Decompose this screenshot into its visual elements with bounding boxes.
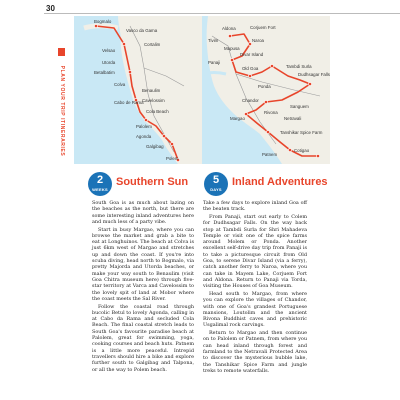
route-title: Inland Adventures: [232, 176, 328, 188]
duration-number: 2: [96, 174, 104, 186]
map-label: Netravali: [284, 116, 302, 121]
section-tab: [58, 48, 65, 56]
map-label: Tambdi Surla: [286, 64, 312, 69]
map-label: Mapusa: [224, 46, 240, 51]
stop-dot: [94, 24, 97, 27]
stop-dot: [228, 34, 231, 37]
map-label: Patnem: [262, 152, 278, 157]
map-label: Utorda: [102, 60, 116, 65]
page-number: 30: [46, 4, 55, 13]
duration-unit: WEEKS: [92, 187, 108, 192]
map-label: Cortalim: [144, 42, 161, 47]
itinerary-text-southern-sun: [92, 200, 194, 374]
stop-dot: [308, 82, 311, 85]
map-label: Cabo de Rama: [114, 100, 144, 105]
stop-dot: [264, 100, 267, 103]
map-label: Margao: [230, 116, 245, 121]
duration-badge: [88, 172, 112, 196]
paragraph: From Panaji, start out early to Colem for Dudhsagar Falls. On the way back stop at Tambdi Surla for Shri Mahadeva Temple or visit one of the spice farms around Molem or Ponda. Another excellent self-drive day trip from Panaji is to take a picturesque circuit from Old Goa, to serene Divar Island (via a ferry), catch another ferry to Naroa, where you can take in Mayem Lake, Corjuem Fort and Aldona. Return to Panaji via Torda, visiting the Houses of Goa Museum.: [203, 213, 307, 290]
stop-dot: [128, 70, 131, 73]
route-title: Southern Sun: [116, 176, 189, 188]
map-inland-adventures-svg: [202, 16, 330, 164]
map-label: Rivona: [264, 110, 278, 115]
route-heading-inland-adventures: [204, 172, 332, 198]
map-label: Vasco da Gama: [126, 28, 158, 33]
map-label: Cavelossim: [142, 98, 165, 103]
map-label: Palolem: [136, 124, 152, 129]
map-label: Bogmalo: [94, 19, 112, 24]
map-label: Sanguem: [290, 104, 309, 109]
stop-dot: [230, 58, 233, 61]
map-label: Tivim: [208, 38, 219, 43]
paragraph: South Goa is as much about lazing on the beaches as the north, but there are some interesting inland adventures here and much less of a party vibe.: [92, 200, 194, 225]
map-label: Cotigao: [294, 148, 310, 153]
map-label: Agonda: [136, 134, 152, 139]
stop-dot: [316, 154, 319, 157]
map-label: Old Goa: [242, 66, 259, 71]
itinerary-text-inland-adventures: [203, 200, 307, 376]
map-label: Polem: [166, 156, 179, 161]
map-label: Naroa: [252, 38, 264, 43]
section-label: [56, 56, 67, 166]
stop-dot: [270, 64, 273, 67]
map-label: Aldona: [222, 26, 236, 31]
stop-dot: [144, 118, 147, 121]
stop-dot: [266, 130, 269, 133]
stop-dot: [162, 134, 165, 137]
map-label: Velsao: [102, 48, 116, 53]
paragraph: Head south to Margao, from where you can explore the villages of Chandor, with one of Goa's grandest Portuguese mansions, Loutolim and the ancient Rivona Buddhist caves and prehistoric Usgalimal rock carvings.: [203, 290, 307, 329]
map-label: Ponda: [258, 84, 271, 89]
stop-dot: [122, 42, 125, 45]
map-southern-sun: [74, 16, 202, 164]
map-label: Benaulim: [142, 88, 161, 93]
river-mouth: [202, 73, 226, 75]
map-label: Divar Island: [240, 52, 264, 57]
stop-dot: [170, 142, 173, 145]
stop-dot: [248, 74, 251, 77]
paragraph: Take a few days to explore inland Goa off the beaten track.: [203, 200, 307, 213]
route-heading-southern-sun: [88, 172, 198, 198]
paragraph: Follow the coastal road through bucolic Betul to lovely Agonda, calling in at Cabo da Rama and secluded Cola Beach. The final coastal stretch leads to South Goa's favourite paradise beach at Palolem, great for swimming, yoga, cooking courses and beach huts. Patnem is a little more peaceful. Intrepid travellers should hire a bike and explore further south to Galgibag and Talpona, or all the way to Polem beach.: [92, 303, 194, 373]
map-southern-sun-svg: [74, 16, 202, 164]
map-label: Galgibag: [146, 144, 164, 149]
map-label: Corjuem Fort: [250, 25, 276, 30]
map-label: Dudhsagar Falls: [298, 72, 330, 77]
map-label: Tanshikar Spice Farm: [280, 130, 323, 135]
map-inland-adventures: [202, 16, 330, 164]
map-label: Colva: [114, 82, 126, 87]
land-mass: [207, 16, 330, 164]
paragraph: Start in busy Margao, where you can browse the market and grab a bite to eat at Longhuinos. The beach at Colva is just 6km west of Margao and stretches up and down the coast. If you're into scuba diving, head north to Bogmalo, via pretty Majorda and Utorda beaches, or make your way south to Benaulim (visit Goa Chitra museum here) through five-star territory at Varca and Cavelossim to the lovely spit of land at Mobor where the coast meets the Sal River.: [92, 226, 194, 302]
duration-number: 5: [212, 174, 220, 186]
duration-unit: DAYS: [210, 187, 222, 192]
header-rule: [44, 13, 400, 14]
map-label: Chandor: [242, 98, 259, 103]
stop-dot: [288, 148, 291, 151]
paragraph: Return to Margao and then continue on to Palolem or Patnem, from where you can head inland through forest and farmland to the Netravali Protected Area to discover the mysterious bubble lake, the Tanshikar Spice Farm and jungle treks to remote waterfalls.: [203, 330, 307, 374]
map-label: Betalbatim: [94, 70, 115, 75]
section-label-text: PLAN YOUR TRIP ITINERARIES: [58, 65, 65, 157]
map-label: Panaji: [208, 60, 221, 65]
duration-badge: [204, 172, 228, 196]
map-label: Cola Beach: [146, 109, 169, 114]
